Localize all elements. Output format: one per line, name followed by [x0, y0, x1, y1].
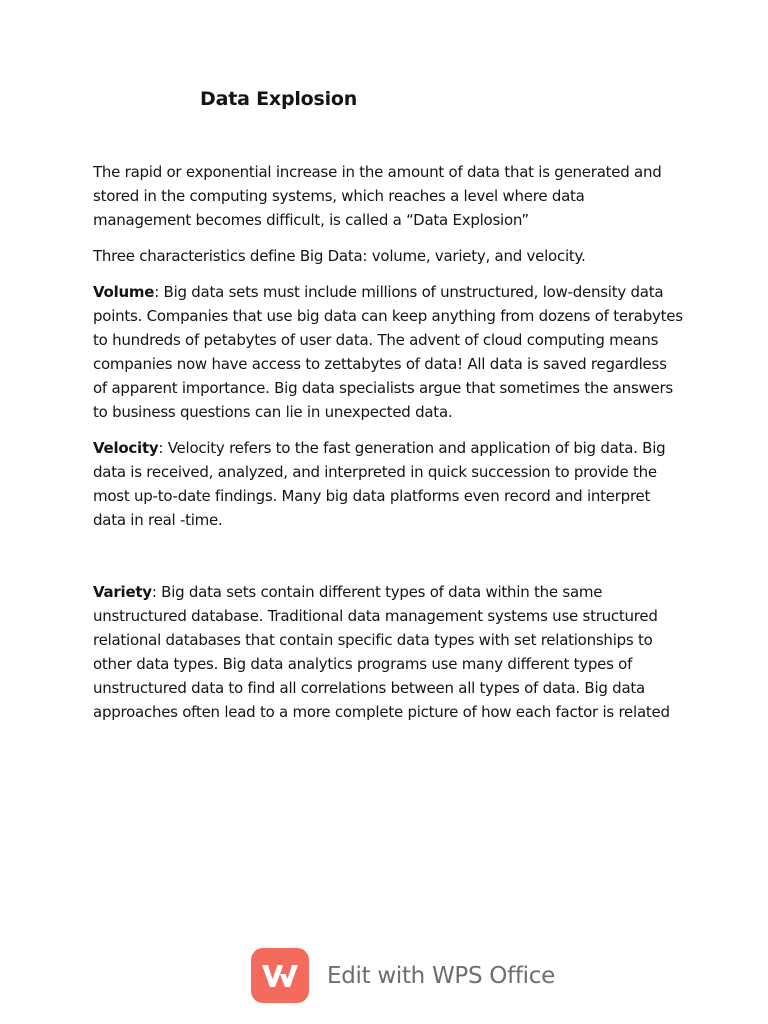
document-title: Data Explosion — [200, 88, 358, 110]
wps-logo-icon — [251, 948, 309, 1003]
volume-text: : Big data sets must include millions of unstructured, low-density data points. Companies that use big data can keep anything from dozens of terabytes to hundreds of petabytes of user data. The advent of cloud computing means companies now have access to zettabytes of data! All data is saved regardless of apparent importance. Big data specialists argue that sometimes the answers to business questions can lie in unexpected data. — [93, 283, 683, 421]
volume-term: Volume — [93, 283, 155, 301]
velocity-paragraph — [93, 436, 683, 532]
velocity-term: Velocity — [93, 439, 159, 457]
velocity-text: : Velocity refers to the fast generation and application of big data. Big data is received, analyzed, and interpreted in quick succession to provide the most up-to-date findings. Many big data platforms even record and interpret data in real -time. — [93, 439, 666, 529]
volume-paragraph — [93, 280, 683, 424]
variety-term: Variety — [93, 583, 152, 601]
variety-text: : Big data sets contain different types of data within the same unstructured database. Traditional data management systems use structured relational databases that contain specific data types with set relationships to other data types. Big data analytics programs use many different types of unstructured data to find all correlations between all types of data. Big data approaches often lead to a more complete picture of how each factor is related — [93, 583, 670, 721]
edit-with-wps-banner[interactable] — [251, 948, 555, 1003]
intro-paragraph: The rapid or exponential increase in the amount of data that is generated and stored in the computing systems, which reaches a level where data management becomes difficult, is called a “Data Explosion” — [93, 163, 662, 229]
wps-w-glyph — [260, 962, 300, 990]
document-body — [93, 160, 683, 736]
edit-with-wps-label[interactable]: Edit with WPS Office — [327, 962, 555, 989]
variety-paragraph — [93, 580, 683, 724]
characteristics-paragraph: Three characteristics define Big Data: volume, variety, and velocity. — [93, 247, 586, 265]
